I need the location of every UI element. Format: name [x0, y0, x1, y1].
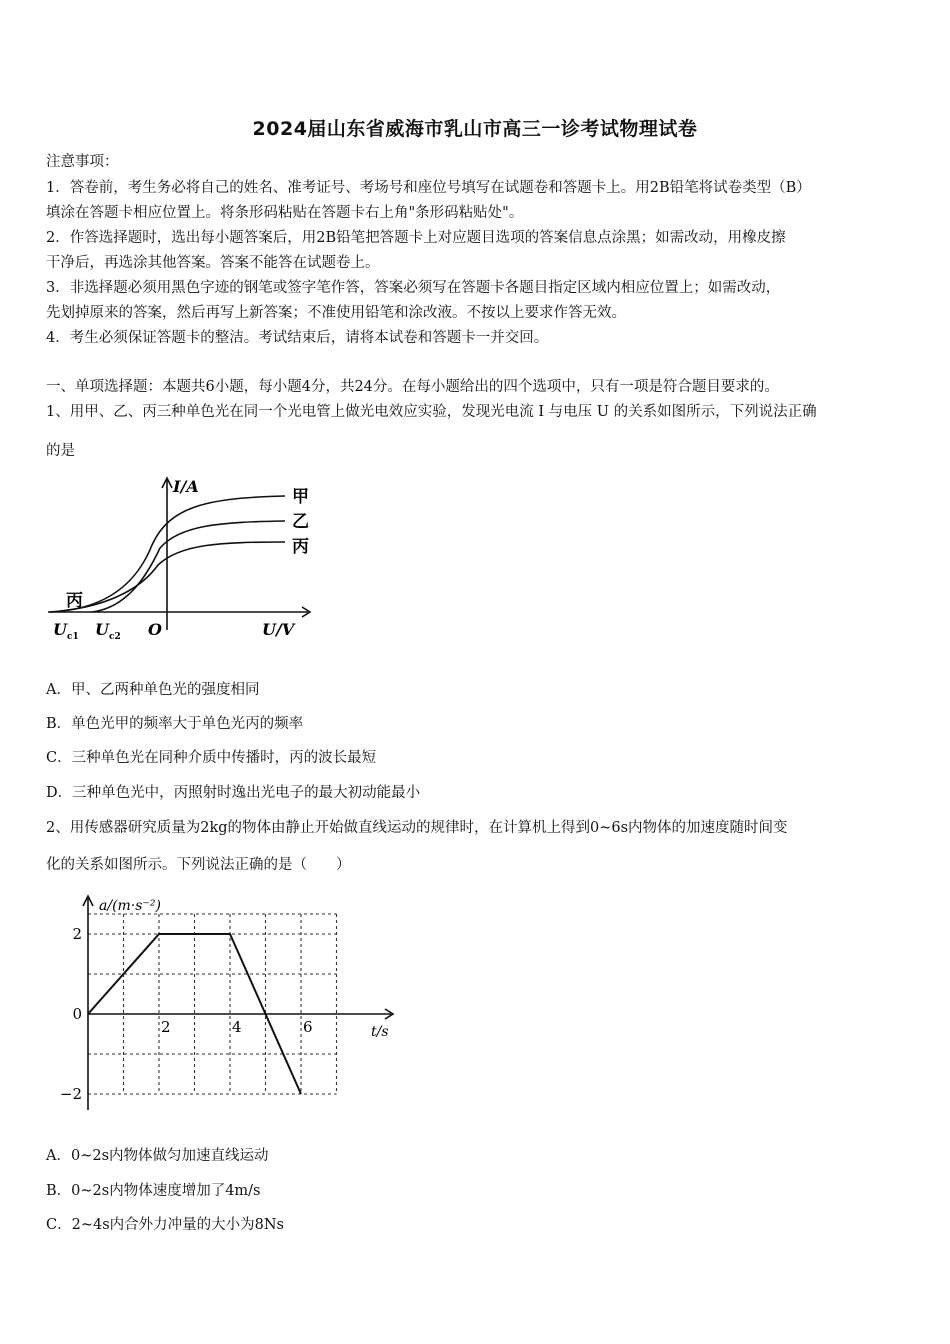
- notice-heading: 注意事项：: [46, 154, 119, 170]
- q2-option-b: B．0~2s内物体速度增加了4m/s: [46, 1183, 261, 1199]
- section-heading: 一、单项选择题：本题共6小题，每小题4分，共24分。在每小题给出的四个选项中，只有一项是符合题目要求的。: [46, 379, 779, 395]
- y-tick-label: 2: [72, 925, 82, 943]
- q1-figure: [40, 470, 330, 650]
- q2-option-a: A．0~2s内物体做匀加速直线运动: [46, 1148, 269, 1164]
- q1-stem: 1、用甲、乙、丙三种单色光在同一个光电管上做光电效应实验，发现光电流 I 与电压 U 的关系如图所示，下列说法正确: [46, 404, 817, 420]
- notice-line: 填涂在答题卡相应位置上。将条形码粘贴在答题卡右上角"条形码粘贴处"。: [46, 205, 524, 221]
- curve-label-jia: 甲: [292, 487, 309, 507]
- q1-option-a: A．甲、乙两种单色光的强度相同: [46, 682, 260, 698]
- x-tick-label: 2: [161, 1018, 171, 1036]
- page-title: 2024届山东省威海市乳山市高三一诊考试物理试卷: [252, 118, 698, 140]
- y-axis-label: I/A: [173, 477, 199, 496]
- low-label-bing: 丙: [66, 591, 83, 611]
- uc2-subscript: c2: [109, 632, 121, 642]
- q2-option-c: C．2~4s内合外力冲量的大小为8Ns: [46, 1217, 284, 1233]
- uc1-subscript: c1: [67, 632, 79, 642]
- y-tick-label: 0: [72, 1005, 82, 1023]
- a-axis-label: a/(m·s⁻²): [99, 898, 161, 914]
- curve-yi: [92, 521, 285, 612]
- notice-line: 先划掉原来的答案，然后再写上新答案；不准使用铅笔和涂改液。不按以上要求作答无效。: [46, 305, 626, 321]
- curve-label-yi: 乙: [292, 512, 309, 532]
- q1-option-c: C．三种单色光在同种介质中传播时，丙的波长最短: [46, 750, 377, 766]
- notice-line: 干净后，再选涂其他答案。答案不能答在试题卷上。: [46, 255, 380, 271]
- q1-option-d: D．三种单色光中，丙照射时逸出光电子的最大初动能最小: [46, 785, 421, 801]
- q2-chart: [55, 890, 405, 1120]
- q1-option-b: B．单色光甲的频率大于单色光丙的频率: [46, 716, 304, 732]
- notice-line: 1．答卷前，考生务必将自己的姓名、准考证号、考场号和座位号填写在试题卷和答题卡上。用2B铅笔将试卷类型（B）: [46, 180, 811, 196]
- x-tick-label: 6: [303, 1018, 313, 1036]
- q2-stem: 2、用传感器研究质量为2kg的物体由静止开始做直线运动的规律时，在计算机上得到0~6s内物体的加速度随时间变: [46, 820, 788, 836]
- notice-line: 4．考生必须保证答题卡的整洁。考试结束后，请将本试卷和答题卡一并交回。: [46, 330, 549, 346]
- notice-line: 2．作答选择题时，选出每小题答案后，用2B铅笔把答题卡上对应题目选项的答案信息点涂黑；如需改动，用橡皮擦: [46, 230, 786, 246]
- origin-label: O: [148, 620, 162, 639]
- t-axis-label: t/s: [371, 1024, 389, 1040]
- q1-stem-cont: 的是: [46, 443, 75, 459]
- uc2-label: U: [95, 620, 109, 639]
- x-tick-label: 4: [232, 1018, 242, 1036]
- curve-label-bing: 丙: [292, 537, 309, 557]
- uc1-label: U: [53, 620, 67, 639]
- notice-line: 3．非选择题必须用黑色字迹的钢笔或签字笔作答，答案必须写在答题卡各题目指定区域内相应位置上；如需改动，: [46, 280, 781, 296]
- y-tick-label: −2: [59, 1085, 82, 1103]
- x-axis-label: U/V: [262, 620, 295, 639]
- q2-stem-cont: 化的关系如图所示。下列说法正确的是（ ）: [46, 857, 351, 873]
